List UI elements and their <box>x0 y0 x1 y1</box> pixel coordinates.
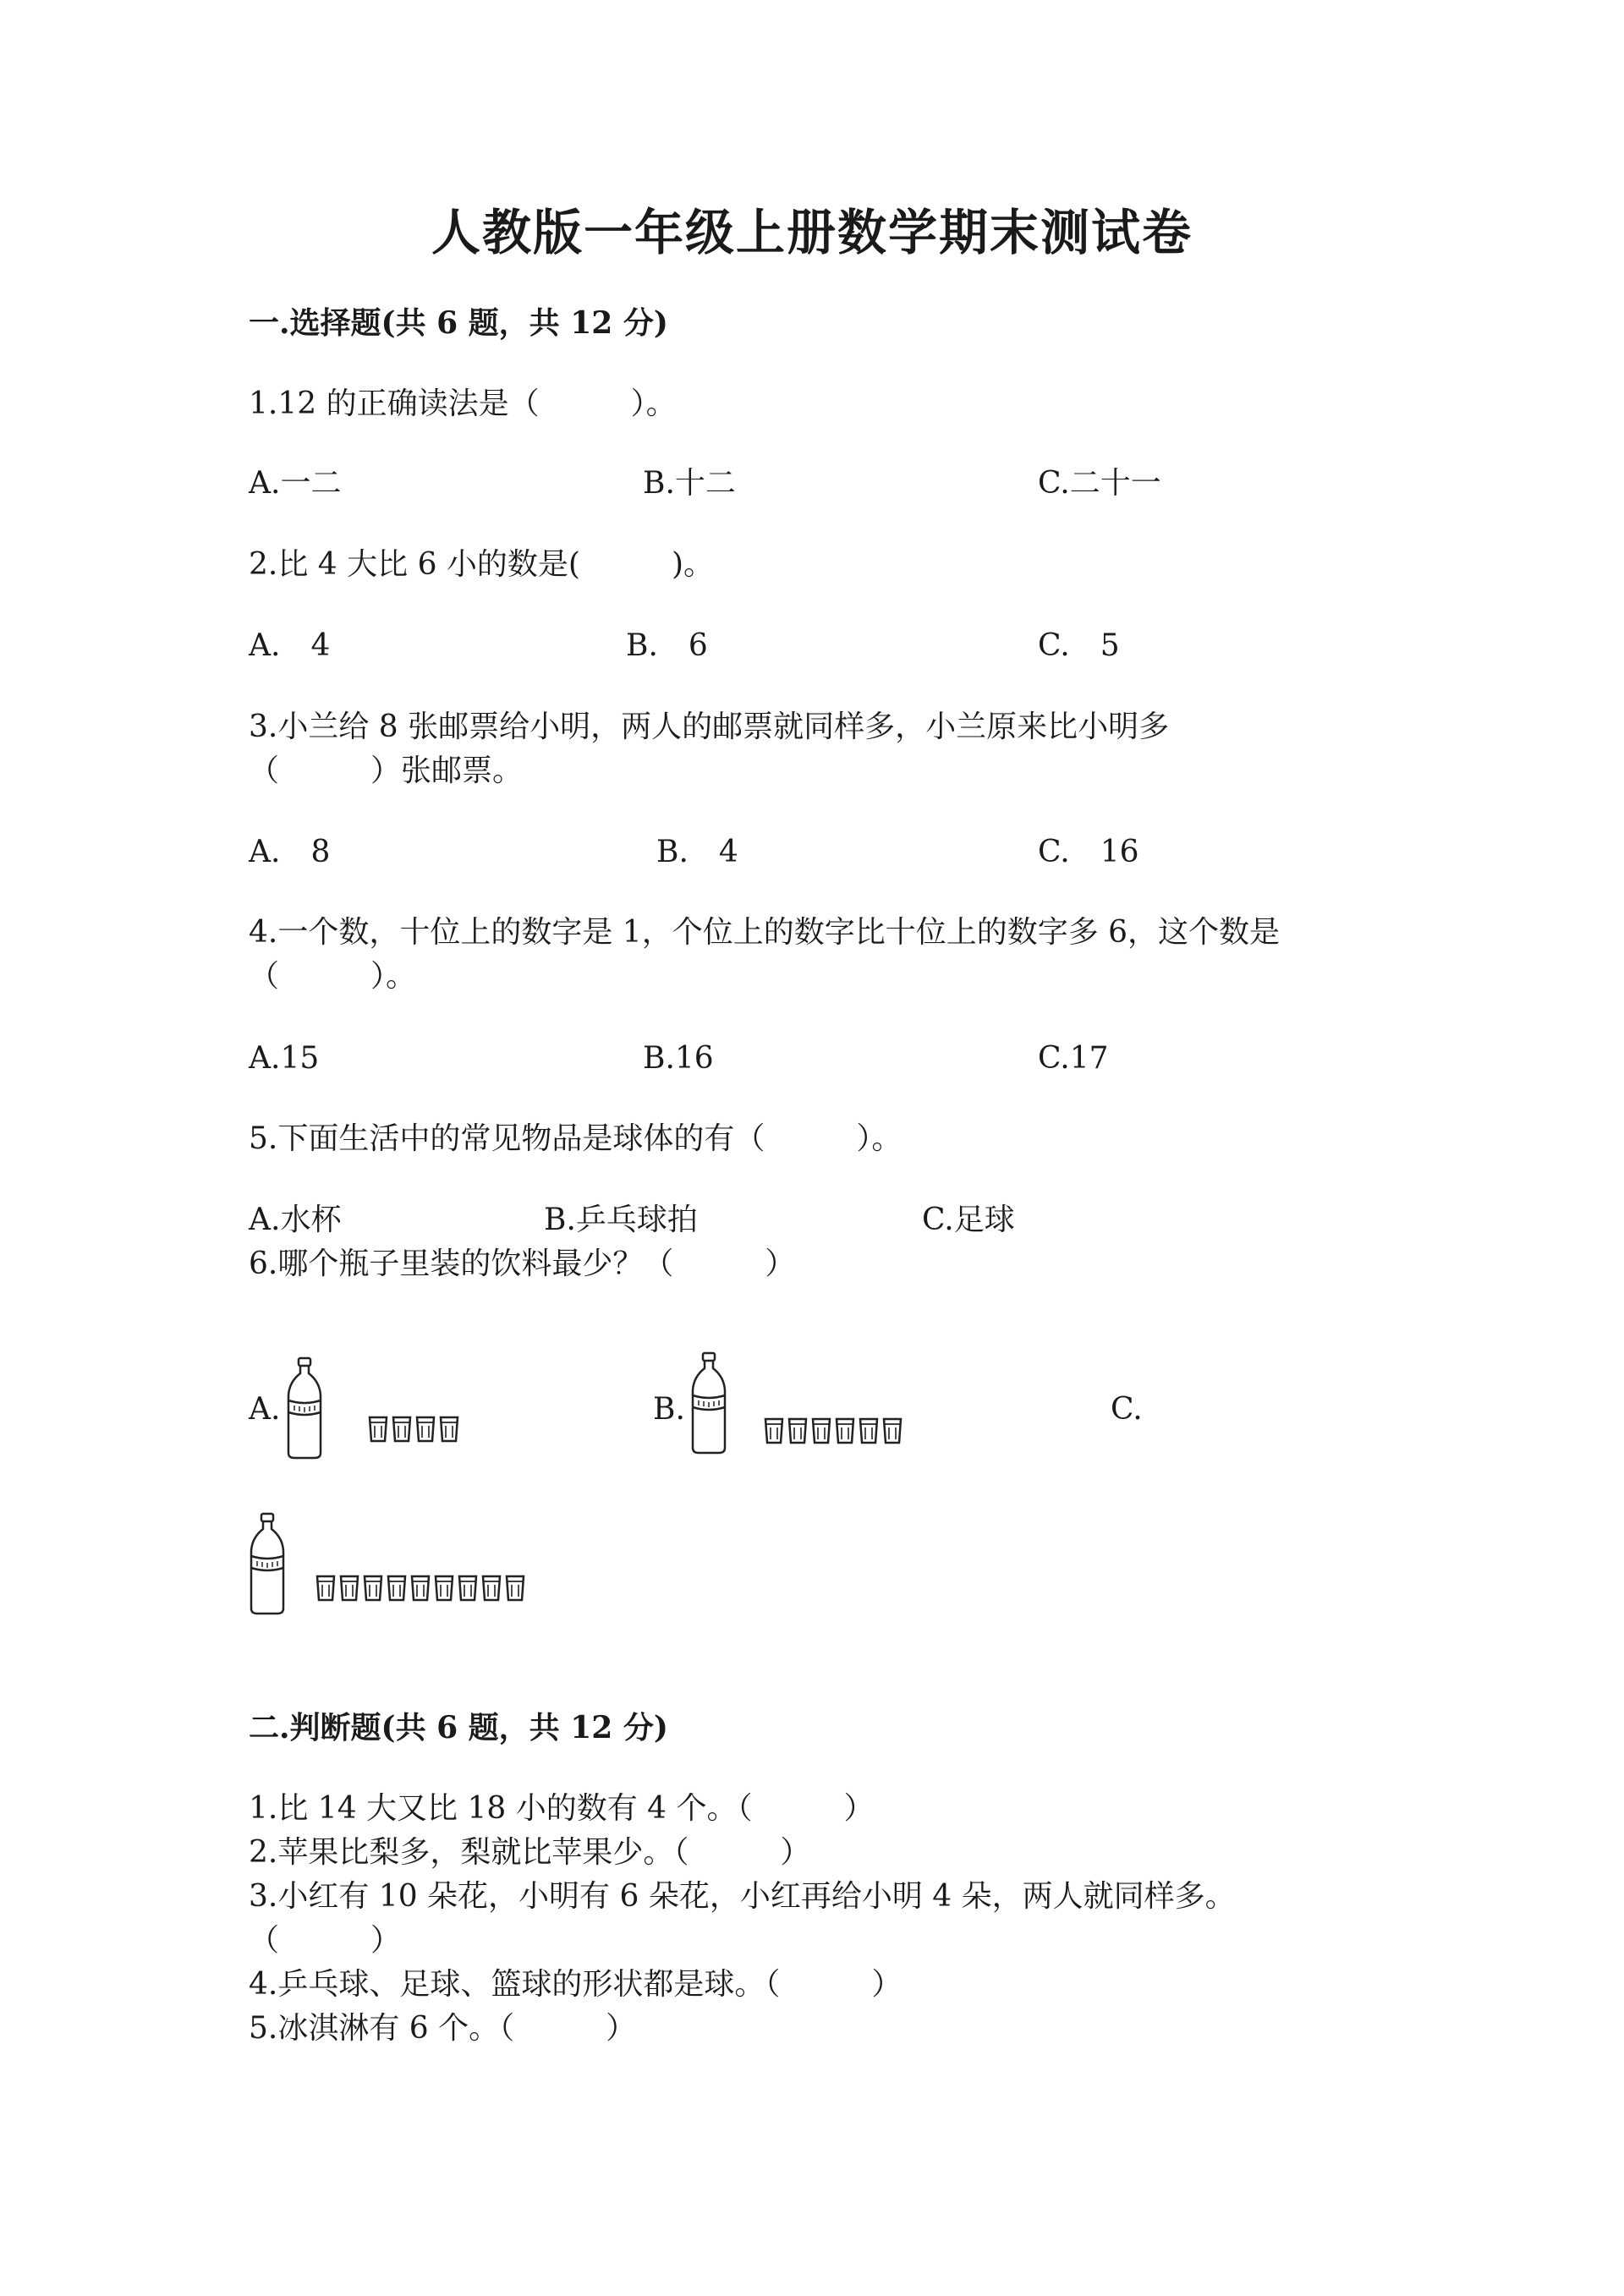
judge-item-4: 4.乒乓球、足球、篮球的形状都是球。（ ） <box>249 1967 903 2002</box>
bottle-cups-drawing-b <box>690 1351 944 1466</box>
q1-option-b: B.十二 <box>643 466 736 501</box>
cup-icon <box>813 1419 830 1443</box>
cup-icon <box>860 1419 877 1443</box>
bottle-icon <box>288 1358 321 1458</box>
section-heading-judge: 二.判断题(共 6 题，共 12 分) <box>249 1710 668 1745</box>
q4-option-a: A.15 <box>249 1041 320 1076</box>
judge-item-1: 1.比 14 大又比 18 小的数有 4 个。（ ） <box>249 1791 875 1826</box>
cup-icon <box>365 1576 381 1600</box>
question-4: 4.一个数，十位上的数字是 1，个位上的数字比十位上的数字多 6，这个数是 <box>249 915 1281 950</box>
question-1: 1.12 的正确读法是（ ）。 <box>249 386 677 421</box>
bottle-icon <box>251 1514 283 1614</box>
q1-option-a: A.一二 <box>249 466 342 501</box>
q2-option-b: B. 6 <box>626 628 708 663</box>
cup-icon <box>436 1576 453 1600</box>
q3-option-a: A. 8 <box>249 835 331 869</box>
cup-icon <box>459 1576 476 1600</box>
q4-option-c: C.17 <box>1038 1041 1109 1076</box>
cup-icon <box>388 1576 405 1600</box>
page-title: 人教版一年级上册数学期末测试卷 <box>431 204 1193 261</box>
cup-icon <box>789 1419 806 1443</box>
cup-icon <box>412 1576 429 1600</box>
question-2: 2.比 4 大比 6 小的数是( )。 <box>249 547 715 582</box>
judge-item-3-cont: （ ） <box>249 1923 402 1958</box>
question-3-cont: （ ）张邮票。 <box>249 753 524 788</box>
judge-item-5: 5.冰淇淋有 6 个。（ ） <box>249 2011 637 2046</box>
cup-icon <box>370 1417 387 1441</box>
q6-option-b: B. <box>653 1392 685 1427</box>
cup-icon <box>341 1576 358 1600</box>
cup-icon <box>417 1417 434 1441</box>
judge-item-2: 2.苹果比梨多，梨就比苹果少。（ ） <box>249 1835 811 1870</box>
q6-picture-a <box>286 1356 506 1466</box>
q1-option-c: C.二十一 <box>1038 466 1161 501</box>
q5-option-b: B.乒乓球拍 <box>544 1203 698 1237</box>
cup-icon <box>317 1576 334 1600</box>
cup-icon <box>483 1576 500 1600</box>
q2-option-c: C. 5 <box>1038 628 1120 663</box>
question-3: 3.小兰给 8 张邮票给小明，两人的邮票就同样多，小兰原来比小明多 <box>249 710 1170 744</box>
q3-option-c: C. 16 <box>1038 835 1139 869</box>
q6-picture-b <box>690 1351 944 1466</box>
judge-item-3: 3.小红有 10 朵花，小明有 6 朵花，小红再给小明 4 朵，两人就同样多。 <box>249 1879 1236 1914</box>
cup-icon <box>884 1419 901 1443</box>
q3-option-b: B. 4 <box>656 835 738 869</box>
bottle-cups-drawing-c <box>249 1512 587 1622</box>
bottle-icon <box>693 1353 725 1453</box>
cup-icon <box>441 1417 458 1441</box>
q2-option-a: A. 4 <box>249 628 331 663</box>
cup-icon <box>393 1417 410 1441</box>
question-6: 6.哪个瓶子里装的饮料最少？（ ） <box>249 1247 796 1281</box>
cup-icon <box>837 1419 853 1443</box>
section-heading-choice: 一.选择题(共 6 题，共 12 分) <box>249 305 668 341</box>
q5-option-c: C.足球 <box>922 1203 1015 1237</box>
bottle-cups-drawing-a <box>286 1356 506 1466</box>
question-5: 5.下面生活中的常见物品是球体的有（ ）。 <box>249 1121 903 1156</box>
question-4-cont: （ ）。 <box>249 959 417 994</box>
cup-icon <box>765 1419 782 1443</box>
q6-option-a: A. <box>249 1392 281 1427</box>
q5-option-a: A.水杯 <box>249 1203 342 1237</box>
q4-option-b: B.16 <box>643 1041 714 1076</box>
q6-picture-c <box>249 1512 587 1622</box>
cup-icon <box>507 1576 524 1600</box>
q6-option-c: C. <box>1111 1392 1143 1427</box>
